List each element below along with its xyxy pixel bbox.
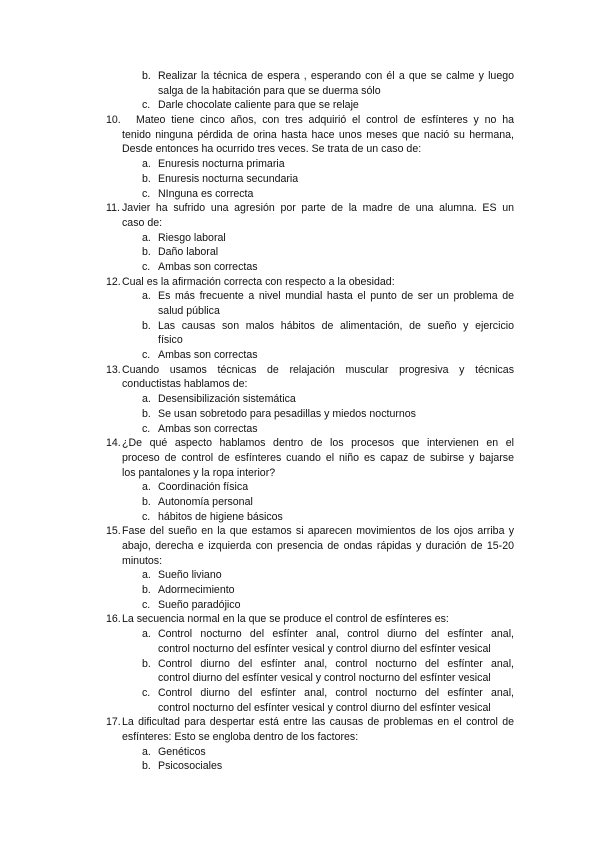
- option-text: Las causas son malos hábitos de alimentación, de sueño y ejercicio: [158, 319, 514, 332]
- option-line: [0, 333, 600, 348]
- option-letter: a.: [142, 393, 151, 406]
- question-line: [0, 730, 600, 745]
- option-letter: a.: [142, 290, 151, 303]
- question-text: conductistas hablamos de:: [122, 378, 248, 391]
- option-letter: c.: [142, 99, 151, 112]
- option-letter: b.: [142, 584, 151, 597]
- option-text: Enuresis nocturna primaria: [158, 158, 285, 171]
- option-line: [0, 510, 600, 525]
- question-list: [0, 69, 600, 774]
- question-number: 13.: [106, 363, 121, 376]
- option-text: Es más frecuente a nivel mundial hasta el punto de ser un problema de: [158, 290, 514, 303]
- question-text: minutos:: [122, 554, 163, 567]
- option-text: Adormecimiento: [158, 584, 235, 597]
- question-number: 15.: [106, 525, 121, 538]
- question-text: Javier ha sufrido una agresión por parte de la madre de una alumna. ES un: [122, 202, 514, 215]
- option-letter: c.: [142, 187, 151, 200]
- option-text: Darle chocolate caliente para que se relaje: [158, 99, 359, 112]
- question-number: 10.: [106, 114, 121, 127]
- option-text: Ambas son correctas: [158, 422, 258, 435]
- option-line: [0, 98, 600, 113]
- option-letter: b.: [142, 495, 151, 508]
- option-letter: b.: [142, 407, 151, 420]
- option-text: control nocturno del esfínter vesical y control diurno del esfínter vesical: [158, 701, 491, 714]
- question-number: 11.: [106, 202, 120, 215]
- option-line: [0, 260, 600, 275]
- option-letter: b.: [142, 172, 151, 185]
- option-letter: b.: [142, 246, 151, 259]
- option-line: [0, 245, 600, 260]
- question-number: 16.: [106, 613, 121, 626]
- question-line: [0, 363, 600, 378]
- option-text: Desensibilización sistemática: [158, 393, 296, 406]
- option-letter: a.: [142, 158, 151, 171]
- option-line: [0, 289, 600, 304]
- option-line: [0, 759, 600, 774]
- question-number: 17.: [106, 716, 121, 729]
- option-text: Ambas son correctas: [158, 260, 258, 273]
- option-line: [0, 671, 600, 686]
- option-letter: b.: [142, 760, 151, 773]
- option-letter: a.: [142, 745, 151, 758]
- option-line: [0, 422, 600, 437]
- option-line: [0, 598, 600, 613]
- option-line: [0, 172, 600, 187]
- question-line: [0, 612, 600, 627]
- option-text: Control diurno del esfínter anal, control nocturno del esfínter anal,: [158, 686, 514, 699]
- question-line: [0, 539, 600, 554]
- option-text: Ambas son correctas: [158, 349, 258, 362]
- option-letter: c.: [142, 510, 151, 523]
- option-line: [0, 568, 600, 583]
- option-text: Riesgo laboral: [158, 231, 226, 244]
- option-text: Daño laboral: [158, 246, 219, 259]
- option-text: Autonomía personal: [158, 495, 253, 508]
- option-text: Psicosociales: [158, 760, 223, 773]
- option-line: [0, 84, 600, 99]
- option-text: Realizar la técnica de espera , esperando con él a que se calme y luego: [158, 70, 514, 82]
- option-text: Enuresis nocturna secundaria: [158, 172, 299, 185]
- option-text: Genéticos: [158, 745, 206, 758]
- option-letter: b.: [142, 70, 151, 82]
- option-line: [0, 745, 600, 760]
- question-text: Cuando usamos técnicas de relajación muscular progresiva y técnicas: [122, 363, 514, 376]
- question-text: abajo, derecha e izquierda con presencia de ondas rápidas y duración de 15-20: [122, 540, 514, 552]
- question-line: [0, 436, 600, 451]
- option-letter: c.: [142, 686, 151, 699]
- option-text: Control nocturno del esfínter anal, control diurno del esfínter anal,: [158, 628, 514, 641]
- question-text: los pantalones y la ropa interior?: [122, 466, 276, 479]
- option-line: [0, 583, 600, 598]
- option-line: [0, 686, 600, 701]
- question-text: La dificultad para despertar está entre las causas de problemas en el control de: [122, 716, 514, 729]
- option-line: [0, 392, 600, 407]
- question-text: La secuencia normal en la que se produce el control de esfínteres es:: [122, 613, 449, 626]
- option-line: [0, 304, 600, 319]
- question-line: [0, 142, 600, 157]
- option-line: [0, 480, 600, 495]
- option-line: [0, 319, 600, 334]
- question-line: [0, 113, 600, 128]
- question-line: [0, 201, 600, 216]
- question-line: [0, 377, 600, 392]
- option-letter: a.: [142, 569, 151, 582]
- option-line: [0, 348, 600, 363]
- question-text: Desde entonces ha ocurrido tres veces. Se trata de un caso de:: [122, 143, 422, 156]
- option-line: [0, 231, 600, 246]
- option-text: Sueño liviano: [158, 569, 222, 582]
- question-line: [0, 451, 600, 466]
- option-text: control nocturno del esfínter vesical y control diurno del esfínter vesical: [158, 642, 491, 655]
- option-letter: b.: [142, 657, 151, 670]
- option-text: físico: [158, 334, 183, 347]
- question-text: Mateo tiene cinco años, con tres adquirió el control de esfínteres y no ha: [136, 114, 514, 127]
- question-line: [0, 275, 600, 290]
- option-text: salga de la habitación para que se duerma sólo: [158, 84, 381, 97]
- question-text: Cual es la afirmación correcta con respecto a la obesidad:: [122, 275, 395, 288]
- question-text: esfínteres: Esto se engloba dentro de los factores:: [122, 730, 359, 743]
- option-line: [0, 187, 600, 202]
- option-line: [0, 627, 600, 642]
- option-letter: a.: [142, 231, 151, 244]
- option-text: NInguna es correcta: [158, 187, 254, 200]
- option-line: [0, 657, 600, 672]
- question-text: tenido ninguna pérdida de orina hasta hace unos meses que nació su hermana,: [122, 128, 514, 141]
- question-line: [0, 554, 600, 569]
- question-line: [0, 524, 600, 539]
- option-line: [0, 407, 600, 422]
- option-line: [0, 495, 600, 510]
- question-line: [0, 128, 600, 143]
- option-text: Se usan sobretodo para pesadillas y miedos nocturnos: [158, 407, 416, 420]
- option-line: [0, 69, 600, 84]
- question-text: ¿De qué aspecto hablamos dentro de los procesos que intervienen en el: [122, 437, 514, 450]
- question-line: [0, 466, 600, 481]
- option-text: Control diurno del esfínter anal, control nocturno del esfínter anal,: [158, 657, 514, 670]
- option-letter: c.: [142, 349, 151, 362]
- question-text: caso de:: [122, 216, 163, 229]
- question-line: [0, 216, 600, 231]
- option-letter: b.: [142, 319, 151, 332]
- option-letter: c.: [142, 598, 151, 611]
- option-line: [0, 701, 600, 716]
- option-line: [0, 157, 600, 172]
- option-text: Sueño paradójico: [158, 598, 241, 611]
- question-line: [0, 715, 600, 730]
- option-text: hábitos de higiene básicos: [158, 510, 283, 523]
- option-text: salud pública: [158, 305, 220, 317]
- option-text: control diurno del esfínter vesical y control nocturno del esfínter vesical: [158, 672, 491, 685]
- option-letter: c.: [142, 260, 151, 273]
- question-text: Fase del sueño en la que estamos si aparecen movimientos de los ojos arriba y: [122, 525, 514, 538]
- question-text: proceso de control de esfínteres cuando el niño es capaz de subirse y bajarse: [122, 451, 514, 464]
- question-number: 12.: [106, 275, 121, 288]
- question-number: 14.: [106, 437, 121, 450]
- option-text: Coordinación física: [158, 481, 249, 494]
- option-letter: c.: [142, 422, 151, 435]
- option-letter: a.: [142, 481, 151, 494]
- option-letter: a.: [142, 628, 151, 641]
- option-line: [0, 642, 600, 657]
